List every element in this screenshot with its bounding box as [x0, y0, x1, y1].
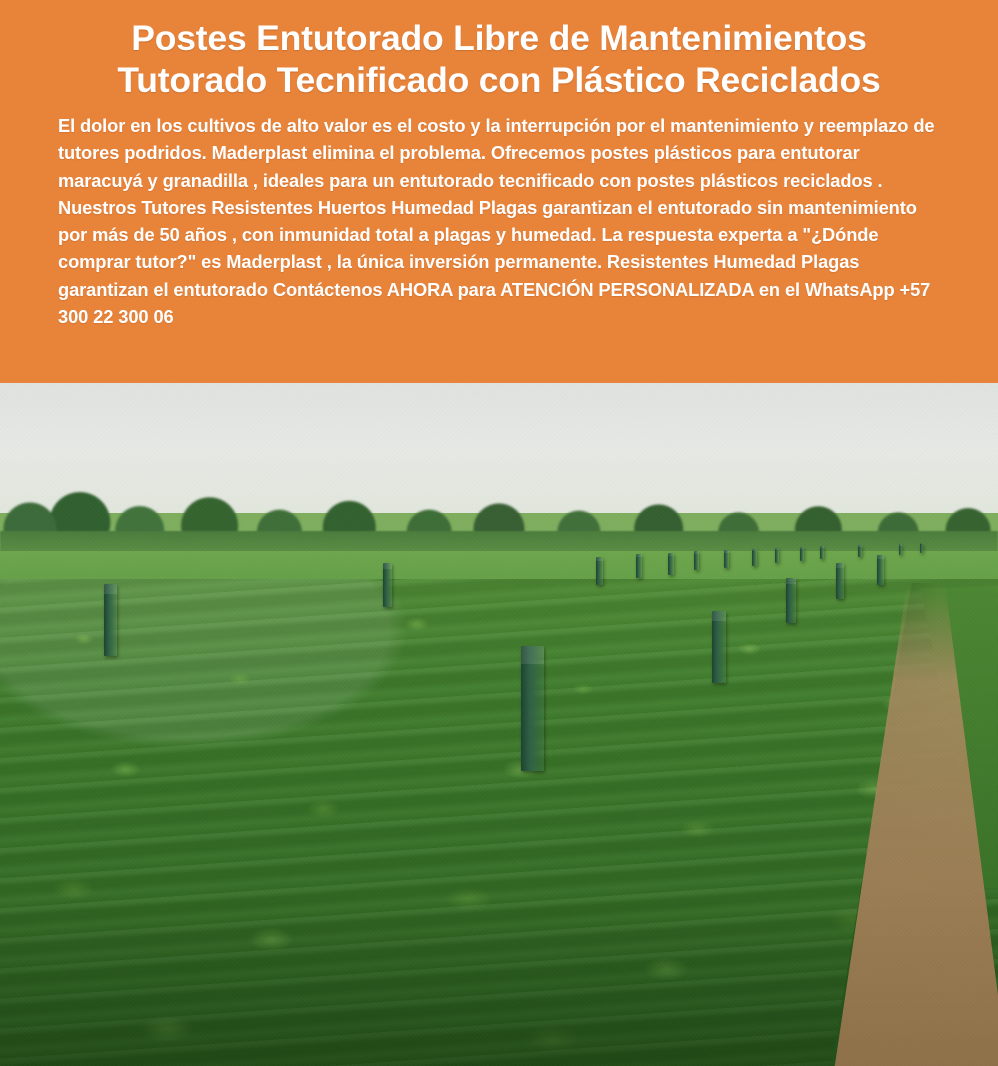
- support-post: [877, 555, 884, 585]
- support-post: [752, 549, 757, 566]
- support-post: [820, 546, 824, 559]
- support-post: [858, 545, 862, 557]
- support-post: [775, 548, 779, 563]
- headline-line-1: Postes Entutorado Libre de Mantenimientos: [131, 18, 867, 58]
- support-post: [920, 543, 923, 553]
- support-post: [786, 578, 796, 623]
- header-banner: [0, 0, 998, 383]
- support-post: [383, 563, 392, 607]
- support-post: [668, 553, 674, 575]
- headline-line-2: Tutorado Tecnificado con Plástico Reciclados: [117, 59, 881, 100]
- support-post: [800, 547, 804, 561]
- support-post: [836, 563, 844, 599]
- support-post: [104, 584, 117, 656]
- support-post: [712, 611, 726, 683]
- crop-field-photo: [0, 383, 998, 1066]
- support-post: [636, 554, 642, 578]
- support-post: [521, 646, 544, 771]
- marketing-paragraph: El dolor en los cultivos de alto valor es el costo y la interrupción por el mantenimiento y reemplazo de tutores podridos. Maderplast elimina el problema. Ofrecemos postes plásticos para entutorar maracuyá y granadilla , ideales para un entutorado tecnificado con postes plásticos reciclados . Nuestros Tutores Resistentes Huertos Humedad Plagas garantizan el entutorado sin mantenimiento por más de 50 años , con inmunidad total a plagas y humedad. La respuesta experta a "¿Dónde comprar tutor?" es Maderplast , la única inversión permanente. Resistentes Humedad Plagas garantizan el entutorado Contáctenos AHORA para ATENCIÓN PERSONALIZADA en el WhatsApp +57 300 22 300 06: [58, 115, 935, 327]
- page-title: [58, 18, 940, 101]
- support-post: [899, 544, 902, 555]
- support-post: [694, 551, 699, 570]
- support-post: [724, 550, 729, 568]
- support-post: [596, 557, 603, 585]
